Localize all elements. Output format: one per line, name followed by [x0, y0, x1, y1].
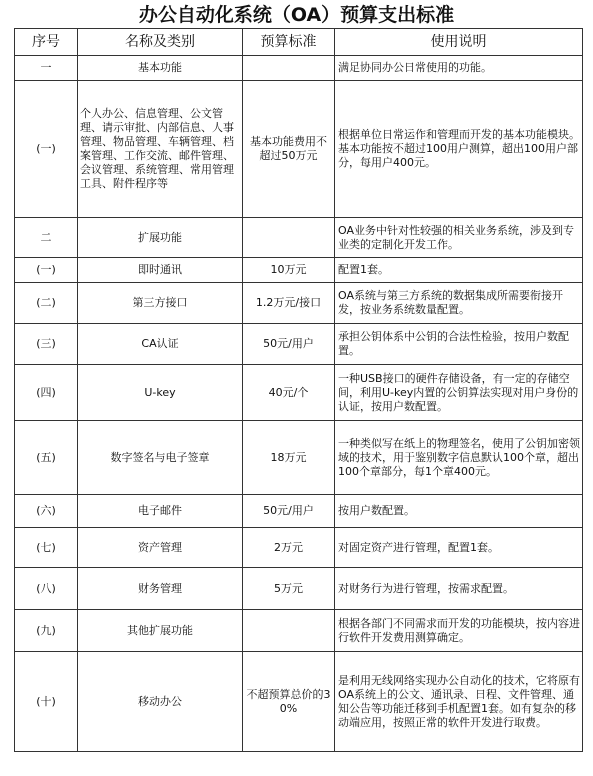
table-row [15, 495, 583, 528]
row-description: 承担公钥体系中公钥的合法性检验，按用户数配置。 [335, 324, 583, 365]
row-index: (一) [15, 258, 78, 283]
table-row [15, 218, 583, 258]
table-row [15, 610, 583, 652]
row-description: 满足协同办公日常使用的功能。 [335, 56, 583, 81]
table-row [15, 81, 583, 218]
row-description: 一种类似写在纸上的物理签名，使用了公钥加密领域的技术，用于鉴别数字信息默认100个章，超出100个章部分，每1个章400元。 [335, 421, 583, 495]
row-index: (五) [15, 421, 78, 495]
table-row [15, 652, 583, 752]
table-row [15, 568, 583, 610]
table-header-row [15, 29, 583, 56]
row-description: OA业务中针对性较强的相关业务系统，涉及到专业类的定制化开发工作。 [335, 218, 583, 258]
row-name: 移动办公 [78, 652, 243, 752]
row-description: 根据单位日常运作和管理而开发的基本功能模块。基本功能按不超过100用户测算，超出100用户部分，每用户400元。 [335, 81, 583, 218]
row-budget [243, 56, 335, 81]
row-budget: 不超预算总价的30% [243, 652, 335, 752]
row-budget: 10万元 [243, 258, 335, 283]
table-row [15, 528, 583, 568]
row-budget [243, 610, 335, 652]
header-index: 序号 [15, 29, 78, 56]
row-budget [243, 218, 335, 258]
row-name: 资产管理 [78, 528, 243, 568]
row-index: (八) [15, 568, 78, 610]
table-row [15, 283, 583, 324]
row-name: 第三方接口 [78, 283, 243, 324]
row-name: 扩展功能 [78, 218, 243, 258]
row-budget: 50元/用户 [243, 324, 335, 365]
row-name: 个人办公、信息管理、公文管理、请示审批、内部信息、人事管理、物品管理、车辆管理、档案管理、工作交流、邮件管理、会议管理、系统管理、常用管理工具、附件程序等 [78, 81, 243, 218]
row-name: CA认证 [78, 324, 243, 365]
row-index: (七) [15, 528, 78, 568]
table-row [15, 365, 583, 421]
row-name: 数字签名与电子签章 [78, 421, 243, 495]
header-budget: 预算标准 [243, 29, 335, 56]
row-budget: 18万元 [243, 421, 335, 495]
row-name: 即时通讯 [78, 258, 243, 283]
row-name: 电子邮件 [78, 495, 243, 528]
row-budget: 2万元 [243, 528, 335, 568]
row-index: 一 [15, 56, 78, 81]
row-description: 是利用无线网络实现办公自动化的技术，它将原有OA系统上的公文、通讯录、日程、文件管理、通知公告等功能迁移到手机配置1套。如有复杂的移动端应用，按照正常的软件开发进行取费。 [335, 652, 583, 752]
row-index: (十) [15, 652, 78, 752]
row-name: 其他扩展功能 [78, 610, 243, 652]
row-budget: 50元/用户 [243, 495, 335, 528]
header-name: 名称及类别 [78, 29, 243, 56]
header-description: 使用说明 [335, 29, 583, 56]
row-index: (九) [15, 610, 78, 652]
table-row [15, 421, 583, 495]
row-description: 配置1套。 [335, 258, 583, 283]
row-budget: 5万元 [243, 568, 335, 610]
row-index: (四) [15, 365, 78, 421]
row-name: U-key [78, 365, 243, 421]
budget-table [14, 28, 583, 752]
row-description: 对固定资产进行管理，配置1套。 [335, 528, 583, 568]
table-row [15, 56, 583, 81]
row-index: (六) [15, 495, 78, 528]
row-name: 基本功能 [78, 56, 243, 81]
row-index: (二) [15, 283, 78, 324]
row-index: (三) [15, 324, 78, 365]
row-budget: 基本功能费用不超过50万元 [243, 81, 335, 218]
table-row [15, 324, 583, 365]
row-index: 二 [15, 218, 78, 258]
row-description: 按用户数配置。 [335, 495, 583, 528]
row-budget: 1.2万元/接口 [243, 283, 335, 324]
row-description: OA系统与第三方系统的数据集成所需要衔接开发，按业务系统数量配置。 [335, 283, 583, 324]
document-title: 办公自动化系统（OA）预算支出标准 [138, 4, 455, 26]
row-name: 财务管理 [78, 568, 243, 610]
row-description: 对财务行为进行管理，按需求配置。 [335, 568, 583, 610]
row-description: 一种USB接口的硬件存储设备，有一定的存储空间，利用U-key内置的公钥算法实现对用户身份的认证，按用户数配置。 [335, 365, 583, 421]
row-description: 根据各部门不同需求而开发的功能模块，按内容进行软件开发费用测算确定。 [335, 610, 583, 652]
row-budget: 40元/个 [243, 365, 335, 421]
table-row [15, 258, 583, 283]
row-index: (一) [15, 81, 78, 218]
